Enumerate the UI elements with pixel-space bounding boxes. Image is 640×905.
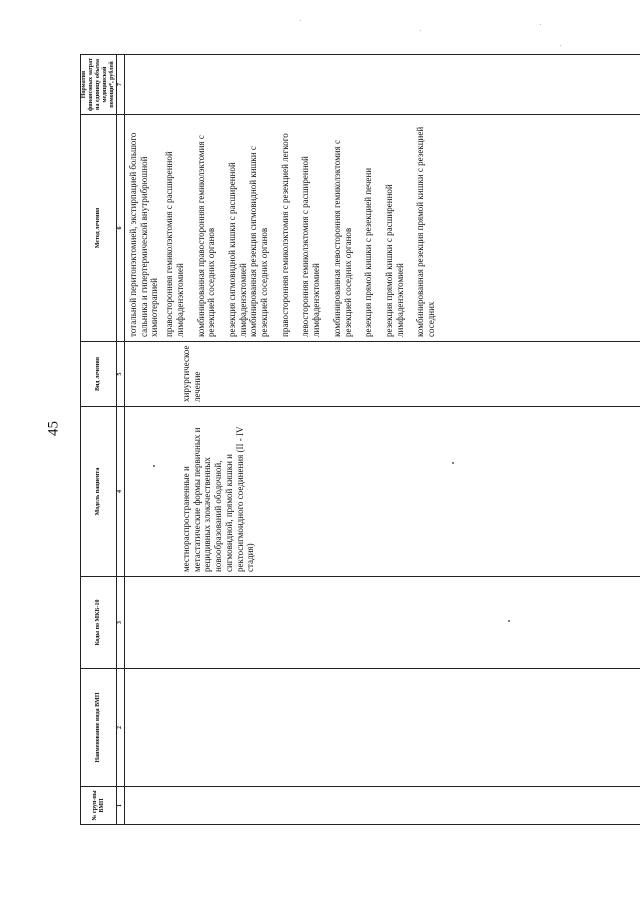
icd-codes-cell [125,577,640,669]
column-number: 2 [117,669,125,787]
treatment-type-cell [125,342,640,407]
method-item: комбинированная левосторонняя гемиколэктомия с резекцией соседних органов [331,139,353,337]
method-item: правосторонняя гемиколэктомия с резекцией легкого [279,133,290,337]
method-item: резекция прямой кишки с резекцией печени [363,167,374,337]
method-item: тотальной перитонэктомией, экстирпацией большого сальника и гипертермической внутрибрюшной химиотерапией [128,132,160,337]
header-vmp-name: Наименование вида ВМП [81,669,117,787]
scan-artifact [420,30,421,31]
page-number: 45 [45,421,62,436]
patient-model-cell [125,407,640,577]
method-item: левосторонняя гемиколэктомия с расширенной лимфаденэктомией [300,156,322,337]
column-number: 5 [117,342,125,407]
method-item: комбинированная резекция сигмовидной кишки с резекцией соседних органов [248,146,270,337]
scan-artifact [153,465,155,467]
method-item: резекция сигмовидной кишки с расширенной лимфаденэктомией [226,162,248,337]
column-number: 3 [117,577,125,669]
treatment-type-text: хирургическое лечение [181,345,202,402]
column-number: 7 [117,55,125,115]
header-patient-model: Модель пациента [81,407,117,577]
financial-norm-cell [125,55,640,115]
header-group-number: № груп-пы ВМП [81,787,117,825]
group-number-cell [125,787,640,825]
scan-artifact [540,24,541,25]
scan-artifact [508,620,510,622]
rotated-table-container [80,55,640,825]
method-item: комбинированная резекция прямой кишки с резекцией соседних [415,126,437,337]
method-item: резекция прямой кишки с расширенной лимфаденэктомией [383,184,405,337]
method-item: правосторонняя гемиколэктомия с расширенной лимфаденэктомией [164,151,185,337]
header-row [81,55,117,825]
vmp-name-cell [125,669,640,787]
table-row [125,55,640,825]
column-number: 6 [117,115,125,342]
vmp-table [80,54,640,825]
scan-artifact [452,462,454,464]
column-number: 4 [117,407,125,577]
column-number-row [117,55,125,825]
header-financial-norm: Норматив финансовых затрат на единицу объема медицинской помощи*, рублей [81,55,117,115]
patient-model-text: местнораспространенные и метастатические формы первичных и рецидивных злокачественных новообразований ободочной, сигмовидной, прямой кишки и ректосигмоидного соединения (II - IV стадия) [181,426,256,572]
method-item: комбинированная правосторонняя гемиколэктомия с резекцией соседних органов [195,135,217,337]
header-treatment-method: Метод лечения [81,115,117,342]
treatment-method-cell [125,115,640,342]
header-treatment-type: Вид лечения [81,342,117,407]
header-icd-codes: Коды по МКБ-10 [81,577,117,669]
scan-artifact [300,20,301,21]
scan-artifact [560,45,561,46]
column-number: 1 [117,787,125,825]
